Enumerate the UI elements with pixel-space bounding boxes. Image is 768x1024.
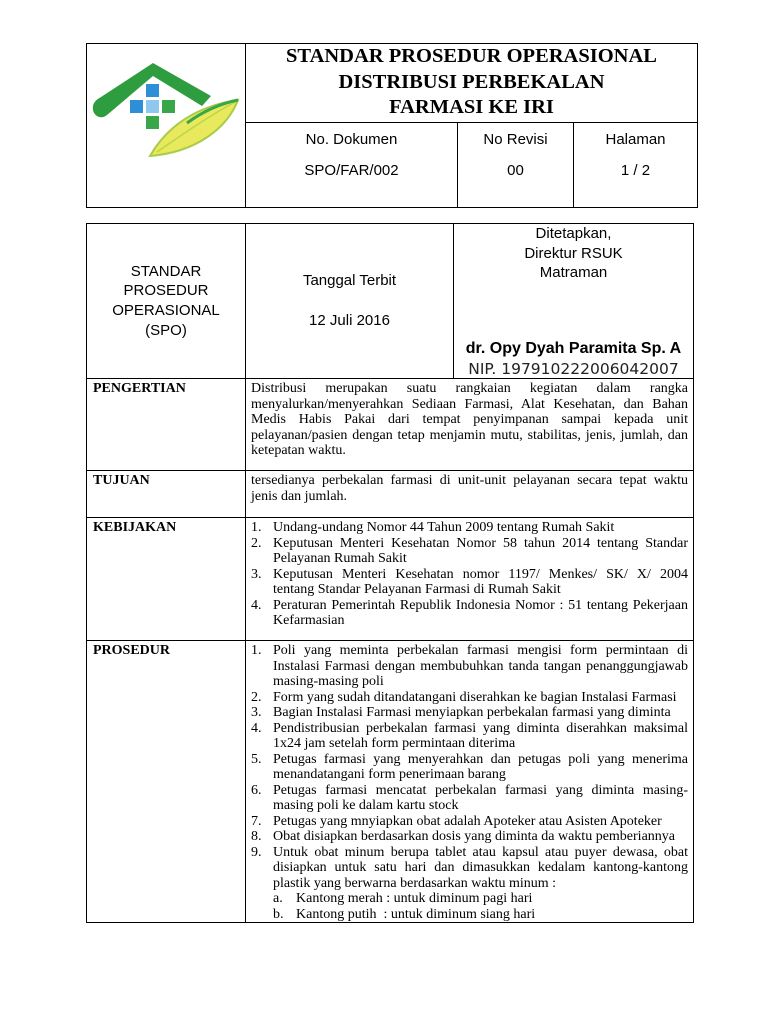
- logo-cross-bottom: [146, 116, 159, 129]
- list-item-number: 1.: [251, 520, 262, 535]
- logo-cell: [86, 43, 246, 208]
- approval-cell: [453, 223, 694, 379]
- issue-date-value: 12 Juli 2016: [309, 312, 390, 329]
- sub-list-item-letter: a.: [273, 891, 283, 906]
- list-item-text: Form yang sudah ditandatangani diserahkan ke bagian Instalasi Farmasi: [273, 689, 677, 705]
- revision-label: No Revisi: [483, 131, 548, 148]
- spo-line-1: STANDAR: [130, 262, 202, 280]
- revision-cell: [457, 122, 574, 208]
- tujuan-text: tersedianya perbekalan farmasi di unit-unit pelayanan secara tepat waktu jenis dan jumlah.: [251, 473, 688, 504]
- list-item-number: 6.: [251, 782, 262, 798]
- logo-cross-left: [130, 100, 143, 113]
- section-content-pengertian: [245, 378, 694, 471]
- approval-line-1: Ditetapkan,: [535, 225, 612, 242]
- section-label-tujuan: TUJUAN: [86, 470, 246, 518]
- list-item-text: Keputusan Menteri Kesehatan Nomor 58 tahun 2014 tentang Standar Pelayanan Rumah Sakit: [273, 535, 688, 566]
- list-item-number: 4.: [251, 720, 262, 736]
- list-item-text: Peraturan Pemerintah Republik Indonesia Nomor : 51 tentang Pekerjaan Kefarmasian: [273, 597, 688, 628]
- approval-line-2: Direktur RSUK: [524, 244, 623, 262]
- signer-name: dr. Opy Dyah Paramita Sp. A: [465, 339, 682, 357]
- list-item-text: Obat disiapkan berdasarkan dosis yang diminta da waktu pemberiannya: [273, 829, 675, 844]
- sub-list-item: [273, 907, 688, 923]
- list-item: [251, 845, 688, 892]
- document-number-label: No. Dokumen: [305, 131, 398, 148]
- list-item-text: Petugas farmasi mencatat perbekalan farmasi yang diminta masing-masing poli ke dalam kartu stock: [273, 782, 688, 813]
- section-label-kebijakan: KEBIJAKAN: [86, 517, 246, 641]
- list-item-number: 1.: [251, 643, 262, 658]
- list-item: [251, 536, 688, 567]
- list-item: [251, 829, 688, 845]
- spo-line-3: OPERASIONAL: [112, 302, 220, 319]
- list-item-number: 9.: [251, 844, 262, 860]
- approval-line-3: Matraman: [539, 264, 608, 281]
- list-item: [251, 752, 688, 783]
- list-item-number: 4.: [251, 597, 262, 613]
- list-item-text: Bagian Instalasi Farmasi menyiapkan perbekalan farmasi yang diminta: [273, 705, 671, 720]
- issue-date-spacer: [246, 291, 453, 311]
- spo-line-2: PROSEDUR: [123, 282, 209, 300]
- list-item: [251, 721, 688, 752]
- logo-cross-center: [146, 100, 159, 113]
- sub-list-item-text: Kantong merah : untuk diminum pagi hari: [296, 891, 533, 906]
- spo-line-4: (SPO): [145, 321, 187, 339]
- logo-cross-top: [146, 84, 159, 97]
- hospital-logo-icon: [87, 44, 245, 207]
- list-item: [251, 520, 688, 536]
- list-item: [251, 598, 688, 629]
- page-value: 1 / 2: [620, 162, 651, 179]
- section-label-pengertian: PENGERTIAN: [86, 378, 246, 471]
- pengertian-text: Distribusi merupakan suatu rangkaian kegiatan dalam rangka menyalurkan/menyerahkan Sediaan Farmasi, Alat Kesehatan, dan Bahan Medis Habis Pakai dari tempat penyimpanan sampai kepada unit pelayanan/pasien dengan tetap menjamin mutu, stabilitas, jenis, jumlah, dan ketepatan waktu.: [251, 381, 688, 458]
- section-content-kebijakan: [245, 517, 694, 641]
- list-item: [251, 643, 688, 690]
- list-item-text: Petugas yang mnyiapkan obat adalah Apoteker atau Asisten Apoteker: [273, 813, 662, 829]
- section-label-prosedur: PROSEDUR: [86, 640, 246, 923]
- list-item-number: 2.: [251, 689, 262, 705]
- sub-list-item-text: Kantong putih : untuk diminum siang hari: [296, 906, 536, 922]
- title-line-2: DISTRIBUSI PERBEKALAN: [338, 70, 605, 93]
- page-cell: [573, 122, 698, 208]
- list-item-number: 2.: [251, 535, 262, 551]
- title-line-3: FARMASI KE IRI: [389, 96, 554, 118]
- section-content-prosedur: [245, 640, 694, 923]
- section-content-tujuan: [245, 470, 694, 518]
- sub-list: [251, 891, 688, 922]
- list-item-text: Undang-undang Nomor 44 Tahun 2009 tentang Rumah Sakit: [273, 520, 615, 535]
- list-item: [251, 705, 688, 721]
- issue-date-cell: [245, 223, 454, 379]
- signer-nip: NIP. 197910222006042007: [468, 359, 679, 378]
- issue-date-label: Tanggal Terbit: [302, 272, 397, 289]
- list-item-text: Poli yang meminta perbekalan farmasi mengisi form permintaan di Instalasi Farmasi dengan membubuhkan tanda tangan penanggungjawab masing-masing poli: [273, 643, 688, 689]
- document-number-value: SPO/FAR/002: [304, 162, 399, 179]
- list-item: [251, 814, 688, 830]
- list-item: [251, 690, 688, 706]
- list-item-number: 7.: [251, 813, 262, 829]
- sub-list-item-letter: b.: [273, 906, 284, 922]
- document-title: [245, 43, 698, 123]
- logo-cross-right: [162, 100, 175, 113]
- revision-value: 00: [507, 162, 524, 179]
- list-item-text: Keputusan Menteri Kesehatan nomor 1197/ Menkes/ SK/ X/ 2004 tentang Standar Pelayanan Farmasi di Rumah Sakit: [273, 566, 688, 597]
- list-item: [251, 783, 688, 814]
- document-number-cell: [245, 122, 458, 208]
- title-line-1: STANDAR PROSEDUR OPERASIONAL: [286, 45, 657, 67]
- list-item-number: 3.: [251, 566, 262, 582]
- sub-list-item: [273, 891, 688, 907]
- spo-label-cell: [86, 223, 246, 379]
- list-item-number: 3.: [251, 705, 262, 720]
- list-item-number: 5.: [251, 751, 262, 767]
- list-item-number: 8.: [251, 829, 262, 844]
- list-item-text: Petugas farmasi yang menyerahkan dan petugas poli yang menerima menandatangani form penerimaan barang: [273, 751, 688, 782]
- list-item: [251, 567, 688, 598]
- page-label: Halaman: [605, 131, 666, 148]
- list-item-text: Untuk obat minum berupa tablet atau kapsul atau puyer dewasa, obat disiapkan untuk satu hari dan dimasukkan kedalam kantong-kantong plastik yang berwarna berdasarkan waktu minum :: [273, 844, 688, 891]
- list-item-text: Pendistribusian perbekalan farmasi yang diminta diserahkan maksimal 1x24 jam setelah form permintaan diterima: [273, 720, 688, 751]
